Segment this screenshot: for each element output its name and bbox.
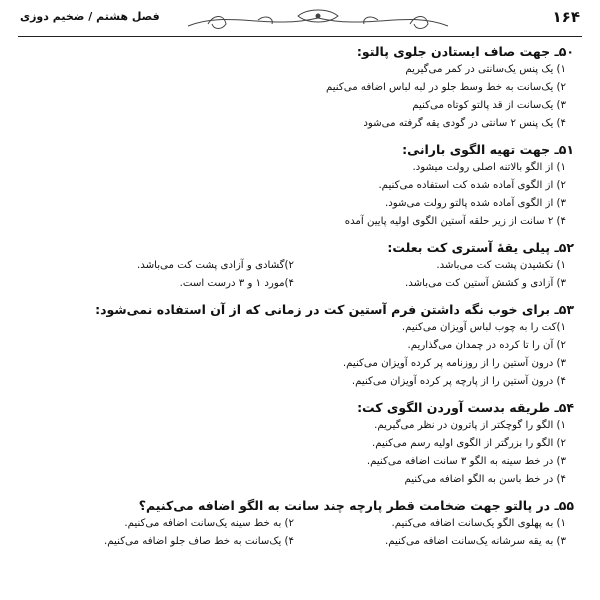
option-2: ۲) به خط سینه یک‌سانت اضافه می‌کنیم.: [124, 518, 294, 529]
option-4: ۴) ۲ سانت از زیر حلقه آستین الگوی اولیه پایین آمده: [344, 216, 566, 227]
option-1: ۱) از الگو بالاتنه اصلی رولت میشود.: [412, 162, 566, 173]
question-54: [22, 398, 574, 489]
question-55: [22, 496, 574, 551]
option-4: ۴) درون آستین را از پارچه پر کرده آویزان می‌کنیم.: [351, 376, 566, 387]
ornament-icon: [168, 6, 468, 34]
question-53: [22, 300, 574, 391]
option-3: ۳) از الگوی آماده شده پالتو رولت می‌شود.: [384, 198, 566, 209]
option-4: ۴) در خط باسن به الگو اضافه می‌کنیم: [404, 474, 566, 485]
question-list: [22, 42, 574, 596]
option-2: ۲) الگو را بزرگتر از الگوی اولیه رسم می‌کنیم.: [372, 438, 566, 449]
option-1: ۱) الگو را گوچکتر از پاترون در نظر می‌گیریم.: [374, 420, 566, 431]
question-50: [22, 42, 574, 133]
question-title: ۵۰ـ جهت صاف ایستادن جلوی پالتو:: [356, 44, 574, 59]
option-3: ۳) یک‌سانت از قد پالتو کوتاه می‌کنیم: [412, 100, 566, 111]
option-4: ۴)مورد ۱ و ۳ درست است.: [179, 278, 294, 289]
option-1: ۱) به پهلوی الگو یک‌سانت اضافه می‌کنیم.: [391, 518, 566, 529]
page-number: ۱۶۴: [552, 8, 580, 26]
chapter-title: فصل هشتم / ضخیم دوزی: [20, 10, 160, 23]
option-2: ۲)گشادی و آزادی پشت کت می‌باشد.: [136, 260, 294, 271]
question-52: [22, 238, 574, 293]
option-4: ۴) یک‌سانت به خط صاف جلو اضافه می‌کنیم.: [104, 536, 294, 547]
question-51: [22, 140, 574, 231]
question-title: ۵۵ـ در پالتو جهت ضخامت قطر پارچه چند سانت به الگو اضافه می‌کنیم؟: [138, 498, 574, 513]
option-2: ۲) از الگوی آماده شده کت استفاده می‌کنیم.: [378, 180, 566, 191]
option-row: [22, 257, 574, 275]
page-header: [18, 4, 582, 34]
question-title: ۵۳ـ برای خوب نگه داشتن فرم آستین کت در زمانی که از آن استفاده نمی‌شود:: [95, 302, 574, 317]
option-2: ۲) یک‌سانت به خط وسط جلو در لبه لباس اضافه می‌کنیم: [325, 82, 566, 93]
option-1: ۱) نکشیدن پشت کت می‌باشد.: [436, 260, 566, 271]
option-1: ۱)کت را به چوب لباس آویزان می‌کنیم.: [401, 322, 566, 333]
option-3: ۳) درون آستین را از روزنامه پر کرده آویزان می‌کنیم.: [342, 358, 566, 369]
option-1: ۱) یک پنس یک‌سانتی در کمر می‌گیریم: [405, 64, 566, 75]
option-3: ۳) آزادی و کشش آستین کت می‌باشد.: [405, 278, 566, 289]
option-3: ۳) در خط سینه به الگو ۳ سانت اضافه می‌کنیم.: [366, 456, 566, 467]
header-rule: [18, 36, 582, 37]
option-4: ۴) یک پنس ۲ سانتی در گودی یقه گرفته می‌شود: [363, 118, 566, 129]
option-2: ۲) آن را تا کرده در چمدان می‌گذاریم.: [407, 340, 566, 351]
option-row: [22, 515, 574, 533]
question-title: ۵۲ـ پیلی یقهٔ آستری کت بعلت:: [387, 240, 574, 255]
option-row: [22, 533, 574, 551]
option-row: [22, 275, 574, 293]
question-title: ۵۱ـ جهت تهیه الگوی بارانی:: [402, 142, 574, 157]
option-3: ۳) به یقه سرشانه یک‌سانت اضافه می‌کنیم.: [384, 536, 566, 547]
question-title: ۵۴ـ طریقه بدست آوردن الگوی کت:: [357, 400, 574, 415]
